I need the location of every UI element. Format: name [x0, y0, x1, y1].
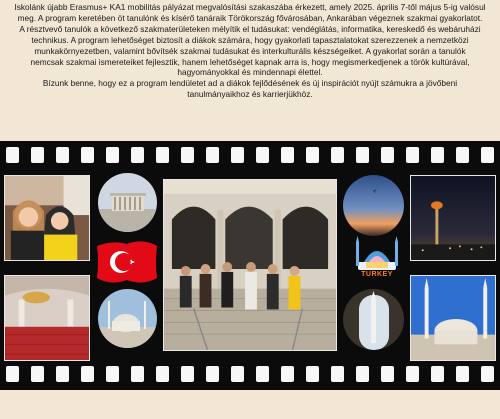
text-line: technikus. A program lehetőséget biztosít a diákok számára, hogy gyakorlati tapasztalatokat szerezzenek a nemzetközi [31, 34, 469, 45]
sprocket-hole [306, 147, 319, 163]
sprocket-hole [406, 366, 419, 382]
sprocket-hole [56, 147, 69, 163]
turkey-sticker-label: TURKEY [361, 271, 393, 278]
sprocket-hole [481, 147, 494, 163]
minaret-circle-photo [343, 289, 404, 350]
sprocket-hole [156, 147, 169, 163]
text-line: meg. A program keretében öt tanulónk és kísérő tanáraik Törökország fővárosában, Ankarában végeznek szakmai gyakorlatot. [17, 12, 483, 23]
sprocket-hole [6, 147, 19, 163]
sprocket-hole [256, 366, 269, 382]
text-line: A résztvevő tanulók a következő szakmaterületeken mélyítik el tudásukat: vendéglátás, informatika, kereskedő és webáruházi [19, 23, 481, 34]
sprocket-hole [456, 147, 469, 163]
group-photo-arches [163, 179, 337, 351]
sprocket-hole [381, 366, 394, 382]
sprocket-hole [306, 366, 319, 382]
mosque-daytime-photo [410, 275, 496, 361]
text-line: hagyományokkal és mindennapi élettel. [177, 67, 323, 78]
sprocket-hole [356, 147, 369, 163]
sprocket-hole [331, 366, 344, 382]
sprocket-hole [56, 366, 69, 382]
sprocket-hole [231, 366, 244, 382]
text-line: Bízunk benne, hogy ez a program lendületet ad a diákok fejlődésének és új inspirációt nyújt számukra a jövőbeni [42, 78, 458, 89]
mosque-interior-photo [4, 275, 90, 361]
sprocket-hole [181, 366, 194, 382]
night-tower-photo [410, 175, 496, 261]
turkish-flag-icon [93, 238, 161, 286]
text-line: Iskolánk újabb Erasmus+ KA1 mobilitás pályázat megvalósítási szakaszába érkezett, amely 2025. április 7-től május 5-ig valósul [14, 2, 486, 12]
sprocket-hole [431, 147, 444, 163]
sprocket-hole [31, 366, 44, 382]
text-line: tanulmányaikhoz és karrierjükhöz. [187, 89, 313, 100]
sprocket-hole [31, 147, 44, 163]
sprocket-hole [481, 366, 494, 382]
top-sprocket-row [0, 141, 500, 163]
sunset-circle-photo [343, 175, 404, 236]
sprocket-hole [206, 147, 219, 163]
text-line: munkakörnyezetben, valamint bővítsék szakmai tudásukat és interkulturális készségeiket. A gyakorlat során a tanulók [34, 45, 466, 56]
sprocket-hole [381, 147, 394, 163]
text-line: nemcsak szakmai ismereteiket fejlesztik, hanem lehetőséget kapnak arra is, hogy megismerkedjenek a török kultúrával, [30, 56, 470, 67]
sprocket-hole [331, 147, 344, 163]
sprocket-hole [131, 366, 144, 382]
mosque-exterior-circle-photo [98, 289, 157, 348]
sprocket-hole [406, 147, 419, 163]
sprocket-hole [106, 147, 119, 163]
sprocket-hole [431, 366, 444, 382]
mosque-sticker-icon [352, 236, 402, 272]
bottom-sprocket-row [0, 366, 500, 388]
sprocket-hole [231, 147, 244, 163]
sprocket-hole [181, 147, 194, 163]
sprocket-hole [6, 366, 19, 382]
sprocket-hole [81, 147, 94, 163]
sprocket-hole [106, 366, 119, 382]
monument-circle-photo [98, 173, 157, 232]
students-selfie-photo [4, 175, 90, 261]
sprocket-hole [131, 147, 144, 163]
intro-text [4, 2, 496, 100]
sprocket-hole [356, 366, 369, 382]
sprocket-hole [281, 147, 294, 163]
sprocket-hole [206, 366, 219, 382]
sprocket-hole [256, 147, 269, 163]
sprocket-hole [156, 366, 169, 382]
sprocket-hole [81, 366, 94, 382]
sprocket-hole [281, 366, 294, 382]
sprocket-hole [456, 366, 469, 382]
